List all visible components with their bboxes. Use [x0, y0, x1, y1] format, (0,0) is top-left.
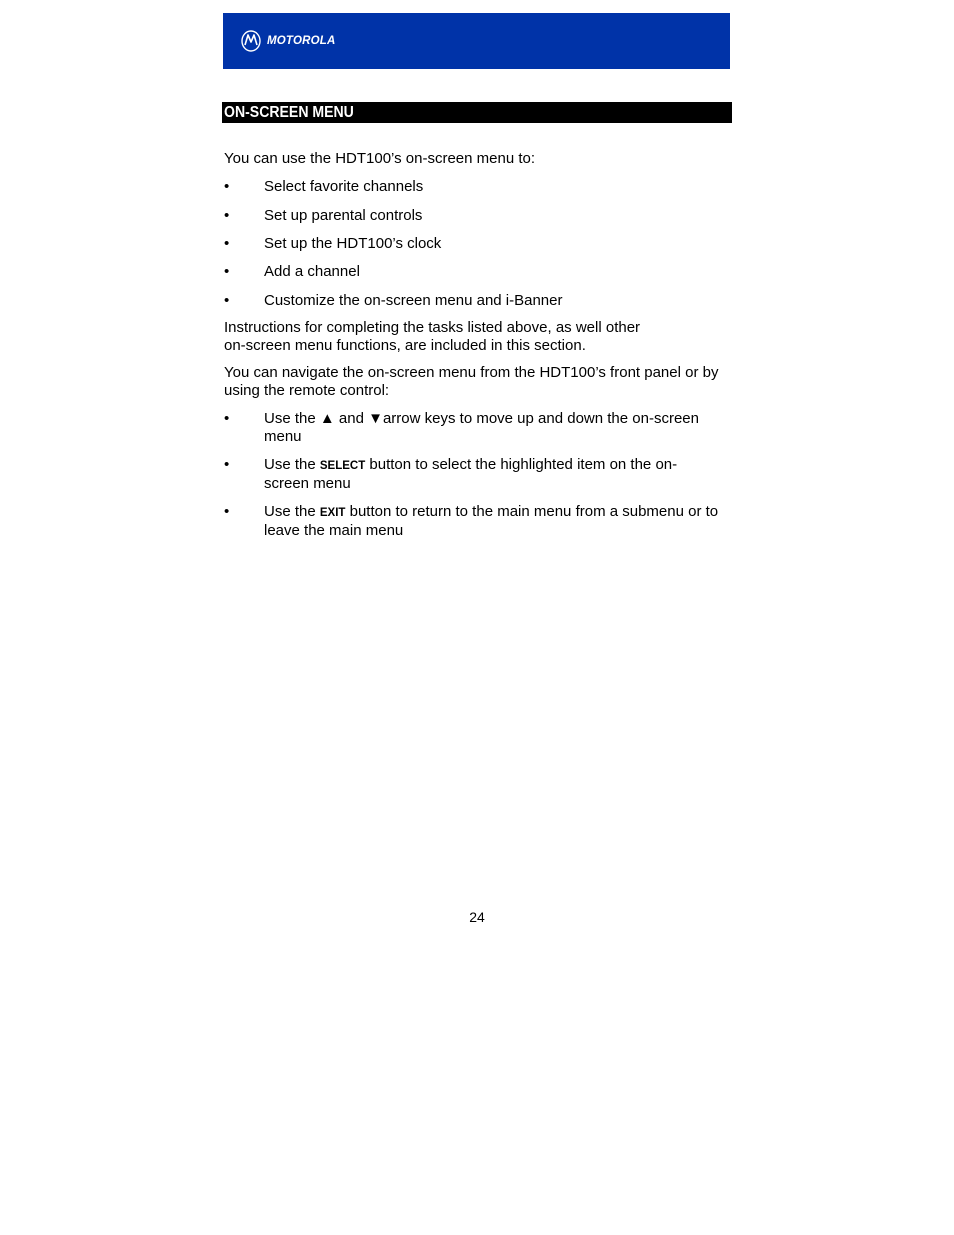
- bullet-icon: •: [224, 263, 230, 280]
- list-item: [224, 263, 724, 281]
- up-arrow-icon: ▲: [319, 410, 335, 427]
- page-number: 24: [469, 909, 485, 925]
- intro-text: You can use the HDT100’s on-screen menu to:: [224, 150, 536, 167]
- bullet-icon: •: [224, 235, 230, 252]
- header-banner: [223, 13, 730, 69]
- bullet-icon: •: [224, 178, 230, 195]
- list-item: [224, 178, 724, 196]
- list-item: [224, 503, 724, 540]
- brand-logo: [241, 28, 335, 54]
- motorola-logo-icon: [241, 30, 261, 52]
- list-item: [224, 456, 724, 493]
- main-content: [224, 150, 724, 540]
- nav-arrow-text: Use the ▲ and ▼arrow keys to move up and down the on-screen menu: [264, 410, 699, 445]
- nav-select-text: Use the SELECT button to select the highlighted item on the on-screen menu: [264, 456, 678, 492]
- select-key-label: SELECT: [319, 460, 366, 472]
- bullet-icon: •: [224, 503, 230, 520]
- bullet-icon: •: [224, 410, 230, 427]
- list-item: [224, 235, 724, 253]
- exit-key-label: EXIT: [319, 507, 346, 519]
- navigate-text: You can navigate the on-screen menu from the HDT100’s front panel or by using the remote control:: [224, 364, 719, 399]
- nav-exit-text: Use the EXIT button to return to the main menu from a submenu or to leave the main menu: [264, 503, 719, 539]
- instructions-text: Instructions for completing the tasks listed above, as well other on-screen menu functions, are included in this section.: [224, 319, 641, 354]
- task-text: Customize the on-screen menu and i-Banner: [264, 292, 563, 309]
- task-text: Set up parental controls: [264, 207, 423, 224]
- task-text: Set up the HDT100’s clock: [264, 235, 442, 252]
- section-title-text: ON-SCREEN MENU: [224, 104, 354, 121]
- list-item: [224, 292, 724, 310]
- task-text: Add a channel: [264, 263, 360, 280]
- section-title: [222, 102, 732, 123]
- bullet-icon: •: [224, 292, 230, 309]
- list-item: [224, 207, 724, 225]
- task-text: Select favorite channels: [264, 178, 424, 195]
- down-arrow-icon: ▼: [368, 410, 383, 427]
- brand-name: MOTOROLA: [267, 35, 336, 47]
- bullet-icon: •: [224, 207, 230, 224]
- list-item: [224, 410, 724, 446]
- bullet-icon: •: [224, 456, 230, 473]
